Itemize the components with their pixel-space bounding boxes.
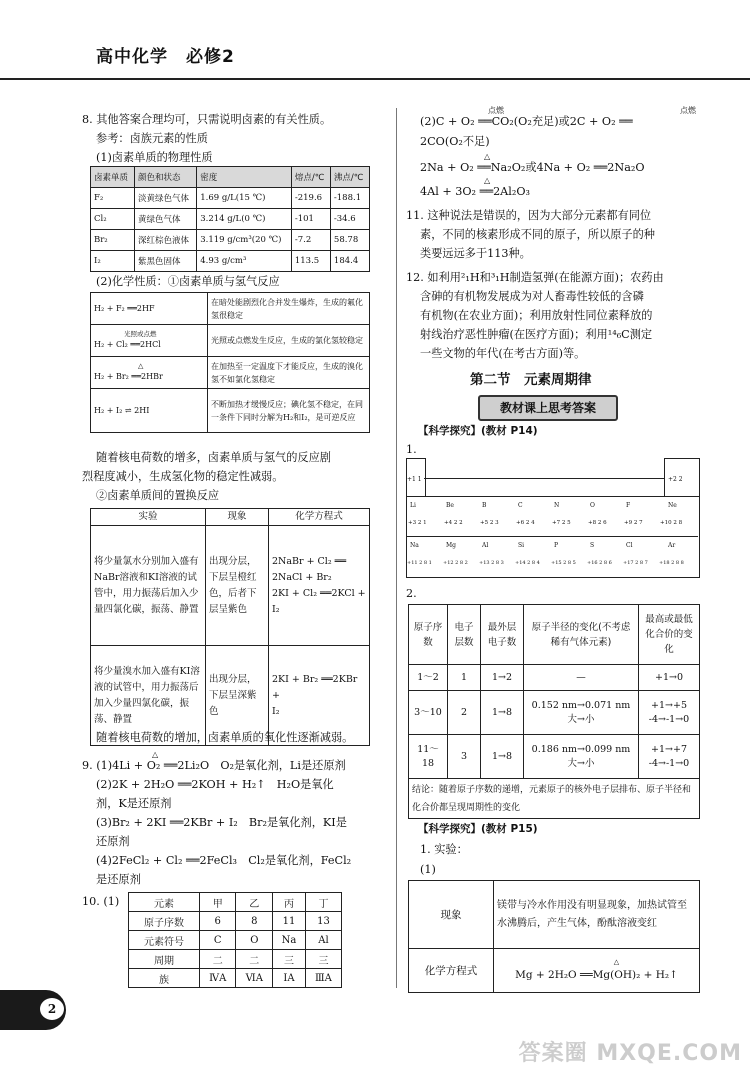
- table-cell: 现象: [206, 509, 269, 526]
- pt-symbol: Mg: [446, 542, 456, 549]
- column-divider: [396, 108, 397, 988]
- table-cell: 三: [305, 950, 341, 969]
- item-2-label: 2.: [406, 587, 417, 600]
- table-cell: F₂: [91, 188, 135, 209]
- table-cell: 乙: [236, 893, 273, 912]
- pt-config: +3 2 1: [408, 520, 427, 526]
- table-row: [91, 325, 370, 357]
- table-cell: 甲: [199, 893, 236, 912]
- table-cell: 1: [448, 665, 481, 691]
- table-cell: -34.6: [330, 209, 369, 230]
- table-row: [91, 357, 370, 389]
- table-row: [91, 509, 370, 526]
- table-cell: 11: [273, 912, 306, 931]
- table-cell: 紫黑色固体: [134, 251, 196, 272]
- table-cell: ⅣA: [199, 969, 236, 988]
- q9-line7: 是还原剂: [96, 873, 141, 886]
- table-cell: Na: [273, 931, 306, 950]
- condition-heat: △: [152, 750, 159, 759]
- experiment-part-1: (1): [420, 863, 436, 876]
- table-cell: 丙: [273, 893, 306, 912]
- hydrogen-reaction-table: [90, 292, 370, 433]
- watermark: 答案圈 MXQE.COM: [518, 1041, 742, 1066]
- table-cell: 二: [236, 950, 273, 969]
- equation-line: I₂: [272, 705, 280, 717]
- table-cell: 二: [199, 950, 236, 969]
- table-cell: 0.186 nm→0.099 nm 大→小: [524, 735, 639, 779]
- equation: H₂ + Cl₂ ══2HCl: [94, 340, 161, 349]
- table-cell: 化学方程式: [269, 509, 370, 526]
- table-cell: 周期: [129, 950, 200, 969]
- table-row: [409, 735, 700, 779]
- table-cell: -219.6: [291, 188, 330, 209]
- table-cell: 三: [273, 950, 306, 969]
- pt-symbol: Ne: [668, 502, 677, 509]
- table-row: [91, 188, 370, 209]
- table-cell: 3～10: [409, 691, 448, 735]
- equation: H₂ + Br₂ ══2HBr: [94, 372, 163, 381]
- table-cell: 化学方程式: [409, 949, 494, 993]
- condition: △: [138, 362, 144, 370]
- table-cell: 原子序数: [409, 605, 448, 665]
- table-cell: 将少量氯水分别加入盛有NaBr溶液和KI溶液的试管中，用力振荡后加入少量四氯化碳，振荡、静置: [91, 526, 206, 646]
- equation-line: 2NaBr + Cl₂ ══: [272, 555, 347, 567]
- table-row: [91, 167, 370, 188]
- table-row: [129, 912, 342, 931]
- displacement-table: [90, 508, 370, 746]
- page-header: 高中化学 必修2: [96, 47, 235, 67]
- table-cell: O: [236, 931, 273, 950]
- table-row: [129, 893, 342, 912]
- conclusion-cell: 结论：随着原子序数的递增，元素原子的核外电子层排布、原子半径和化合价都呈现周期性的变化: [409, 779, 700, 819]
- table-row: [409, 605, 700, 665]
- experiment-label: 1. 实验：: [420, 843, 468, 856]
- science-inquiry-p14: 【科学探究】(教材 P14): [418, 425, 538, 437]
- table-cell: 族: [129, 969, 200, 988]
- table-cell: 184.4: [330, 251, 369, 272]
- q11-line2: 素，不同的核素形成不同的原子，所以原子的种: [420, 228, 655, 241]
- table-row: [91, 389, 370, 433]
- table-row: [129, 969, 342, 988]
- table-cell: ⅥA: [236, 969, 273, 988]
- q10-2-line3: 2Na + O₂ ══Na₂O₂或4Na + O₂ ══2Na₂O: [420, 161, 645, 174]
- table-cell: [494, 949, 700, 993]
- pt-config: +7 2 5: [552, 520, 571, 526]
- section-title: 第二节 元素周期律: [470, 372, 592, 388]
- q9-line6: (4)2FeCl₂ + Cl₂ ══2FeCl₃ Cl₂是氧化剂，FeCl₂: [96, 854, 352, 867]
- table-cell: Cl₂: [91, 209, 135, 230]
- pt-symbol: Na: [410, 542, 419, 549]
- pt-config: +10 2 8: [660, 520, 683, 526]
- table-cell: —: [524, 665, 639, 691]
- table-cell: 沸点/℃: [330, 167, 369, 188]
- table-cell: 3: [448, 735, 481, 779]
- pt-config: +11 2 8 1: [407, 560, 432, 566]
- q9-line3: 剂，K是还原剂: [96, 797, 172, 810]
- table-cell: 将少量溴水加入盛有KI溶液的试管中，用力振荡后加入少量四氯化碳，振荡、静置: [91, 646, 206, 746]
- table-cell: 4.93 g/cm³: [197, 251, 292, 272]
- table-row: [91, 526, 370, 646]
- pt-symbol: F: [626, 502, 631, 509]
- table-cell: Br₂: [91, 230, 135, 251]
- periodic-table: [406, 458, 701, 580]
- magnesium-table: [408, 880, 700, 993]
- table-cell: 熔点/℃: [291, 167, 330, 188]
- table-cell: 出现分层，下层呈深紫色: [206, 646, 269, 746]
- table-cell: 1→2: [481, 665, 524, 691]
- equation-line: 2KI + Cl₂ ══2KCl +: [272, 587, 366, 599]
- q12-line5: 一些文物的年代(在考古方面)等。: [420, 347, 586, 360]
- table-cell: 2: [448, 691, 481, 735]
- table-cell: 深红棕色液体: [134, 230, 196, 251]
- table-cell: 出现分层，下层呈橙红色，后者下层呈紫色: [206, 526, 269, 646]
- equation-line: 2KI + Br₂ ══2KBr +: [272, 673, 358, 701]
- table-cell: [269, 526, 370, 646]
- table-row: [409, 691, 700, 735]
- table-cell: 光照或点燃发生反应，生成的氯化氢较稳定: [208, 325, 370, 357]
- q12-line3: 有机物(在农业方面)；利用放射性同位素释放的: [420, 309, 653, 322]
- pt-config: +9 2 7: [624, 520, 643, 526]
- pt-config: +18 2 8 8: [659, 560, 684, 566]
- condition-ignite: 点燃: [488, 106, 504, 115]
- table-cell: 最高或最低化合价的变化: [639, 605, 700, 665]
- table-cell: C: [199, 931, 236, 950]
- table-cell: 最外层电子数: [481, 605, 524, 665]
- item-1-label: 1.: [406, 443, 417, 456]
- table-row: [409, 881, 700, 949]
- table-cell: 原子半径的变化(不考虑稀有气体元素): [524, 605, 639, 665]
- table-cell: -7.2: [291, 230, 330, 251]
- table-cell: 1～2: [409, 665, 448, 691]
- q8-line2: 参考：卤族元素的性质: [96, 132, 208, 145]
- table-cell: 颜色和状态: [134, 167, 196, 188]
- table-cell: 0.152 nm→0.071 nm 大→小: [524, 691, 639, 735]
- table-cell: +1→+7 -4→-1→0: [639, 735, 700, 779]
- table-cell: 原子序数: [129, 912, 200, 931]
- table-cell: 在暗处能剧烈化合并发生爆炸，生成的氟化氢很稳定: [208, 293, 370, 325]
- table-cell: 13: [305, 912, 341, 931]
- header-rule: [0, 78, 750, 80]
- pt-config: +17 2 8 7: [623, 560, 648, 566]
- q11-line1: 11. 这种说法是错误的，因为大部分元素都有同位: [406, 209, 652, 222]
- table-cell: 8: [236, 912, 273, 931]
- q10-2-line4: 4Al + 3O₂ ══2Al₂O₃: [420, 185, 530, 198]
- table-cell: 卤素单质: [91, 167, 135, 188]
- q8-conclusion: 随着核电荷数的增加，卤素单质的氧化性逐渐减弱。: [96, 731, 354, 744]
- table-cell: I₂: [91, 251, 135, 272]
- answer-banner: 教材课上思考答案: [478, 395, 618, 421]
- pt-config: +5 2 3: [480, 520, 499, 526]
- table-cell: 1→8: [481, 691, 524, 735]
- q10-label: 10. (1): [82, 895, 120, 908]
- table-row: [91, 293, 370, 325]
- pt-label: +1 1: [407, 476, 422, 483]
- pt-symbol: Cl: [626, 542, 633, 549]
- table-cell: 丁: [305, 893, 341, 912]
- pt-symbol: O: [590, 502, 595, 509]
- pt-config: +16 2 8 6: [587, 560, 612, 566]
- table-cell: ⅠA: [273, 969, 306, 988]
- table-cell: 在加热至一定温度下才能反应，生成的溴化氢不如氯化氢稳定: [208, 357, 370, 389]
- table-cell: 镁带与冷水作用没有明显现象，加热试管至水沸腾后，产生气体，酚酞溶液变红: [494, 881, 700, 949]
- periodicity-table: [408, 604, 700, 819]
- table-cell: 1→8: [481, 735, 524, 779]
- q12-line4: 射线治疗恶性肿瘤(在医疗方面)；利用¹⁴₆C测定: [420, 328, 653, 341]
- table-row: [91, 230, 370, 251]
- q10-2-line2: 2CO(O₂不足): [420, 135, 490, 148]
- pt-row-divider: [406, 536, 698, 537]
- table-cell: 不断加热才缓慢反应；碘化氢不稳定，在同一条件下同时分解为H₂和I₂，是可逆反应: [208, 389, 370, 433]
- condition-heat-3: △: [484, 176, 491, 185]
- condition: 光照或点燃: [124, 330, 157, 338]
- equation-line: I₂: [272, 603, 280, 615]
- physical-properties-table: [90, 166, 370, 272]
- table-cell: 现象: [409, 881, 494, 949]
- science-inquiry-p15: 【科学探究】(教材 P15): [418, 823, 538, 835]
- table-row: [409, 949, 700, 993]
- element-table: [128, 892, 342, 988]
- table-cell: 元素符号: [129, 931, 200, 950]
- pt-config: +14 2 8 4: [515, 560, 540, 566]
- table-cell: [91, 293, 208, 325]
- pt-gap-line: [424, 478, 664, 497]
- table-cell: -188.1: [330, 188, 369, 209]
- q8-line6: 烈程度减小，生成氢化物的稳定性减弱。: [82, 470, 284, 483]
- q8-line4: (2)化学性质：①卤素单质与氢气反应: [96, 275, 280, 288]
- q9-line5: 还原剂: [96, 835, 130, 848]
- q10-2-line1: (2)C + O₂ ══CO₂(O₂充足)或2C + O₂ ══: [420, 115, 633, 128]
- table-cell: 黄绿色气体: [134, 209, 196, 230]
- table-row: [91, 251, 370, 272]
- pt-config: +8 2 6: [588, 520, 607, 526]
- table-row: [91, 209, 370, 230]
- q12-line1: 12. 如利用²₁H和³₁H制造氢弹(在能源方面)；农药由: [406, 271, 664, 284]
- pt-symbol: B: [482, 502, 487, 509]
- table-cell: 58.78: [330, 230, 369, 251]
- pt-symbol: P: [554, 542, 559, 549]
- pt-symbol: Si: [518, 542, 525, 549]
- table-cell: 1.69 g/L(15 ℃): [197, 188, 292, 209]
- table-cell: 密度: [197, 167, 292, 188]
- pt-config: +15 2 8 5: [551, 560, 576, 566]
- pt-label: +2 2: [668, 476, 683, 483]
- q8-line7: ②卤素单质间的置换反应: [96, 489, 220, 502]
- table-cell: -101: [291, 209, 330, 230]
- equation: H₂ + F₂ ══2HF: [94, 304, 155, 313]
- pt-symbol: Li: [410, 502, 416, 509]
- q9-line4: (3)Br₂ + 2KI ══2KBr + I₂ Br₂是氧化剂，KI是: [96, 816, 347, 829]
- q12-line2: 含砷的有机物发展成为对人畜毒性较低的含磷: [420, 290, 644, 303]
- table-cell: 电子层数: [448, 605, 481, 665]
- equation: H₂ + I₂ ⇌ 2HI: [94, 406, 150, 415]
- table-cell: 元素: [129, 893, 200, 912]
- condition-heat-2: △: [484, 152, 491, 161]
- table-cell: 3.119 g/cm³(20 ℃): [197, 230, 292, 251]
- q9-line2: (2)2K + 2H₂O ══2KOH + H₂↑ H₂O是氧化: [96, 778, 334, 791]
- q8-line5: 随着核电荷数的增多，卤素单质与氢气的反应剧: [96, 451, 331, 464]
- pt-symbol: Al: [482, 542, 489, 549]
- table-cell: [91, 325, 208, 357]
- table-cell: [91, 389, 208, 433]
- table-cell: +1→+5 -4→-1→0: [639, 691, 700, 735]
- q11-line3: 类要远远多于113种。: [420, 247, 531, 260]
- table-cell: 淡黄绿色气体: [134, 188, 196, 209]
- table-cell: 3.214 g/L(0 ℃): [197, 209, 292, 230]
- equation: Mg + 2H₂O ══Mg(OH)₂ + H₂↑: [515, 968, 678, 981]
- q8-line3: (1)卤素单质的物理性质: [96, 151, 213, 164]
- pt-config: +4 2 2: [444, 520, 463, 526]
- q8-line1: 8. 其他答案合理均可，只需说明卤素的有关性质。: [82, 113, 332, 126]
- pt-symbol: S: [590, 542, 595, 549]
- table-cell: [91, 357, 208, 389]
- table-row: [409, 665, 700, 691]
- condition: △: [613, 957, 620, 966]
- q9-line1: 9. (1)4Li + O₂ ══2Li₂O O₂是氧化剂，Li是还原剂: [82, 759, 346, 772]
- table-cell: +1→0: [639, 665, 700, 691]
- pt-symbol: Ar: [668, 542, 676, 549]
- equation-line: 2NaCl + Br₂: [272, 571, 332, 583]
- pt-config: +13 2 8 3: [479, 560, 504, 566]
- pt-symbol: Be: [446, 502, 454, 509]
- page-number: 2: [40, 998, 64, 1020]
- condition-ignite-2: 点燃: [680, 106, 696, 115]
- pt-symbol: C: [518, 502, 523, 509]
- table-cell: 实验: [91, 509, 206, 526]
- pt-config: +6 2 4: [516, 520, 535, 526]
- table-cell: 113.5: [291, 251, 330, 272]
- table-cell: 11～18: [409, 735, 448, 779]
- pt-symbol: N: [554, 502, 560, 509]
- table-row: [409, 779, 700, 819]
- table-cell: ⅢA: [305, 969, 341, 988]
- table-cell: Al: [305, 931, 341, 950]
- table-row: [129, 950, 342, 969]
- table-cell: 6: [199, 912, 236, 931]
- pt-config: +12 2 8 2: [443, 560, 468, 566]
- table-row: [129, 931, 342, 950]
